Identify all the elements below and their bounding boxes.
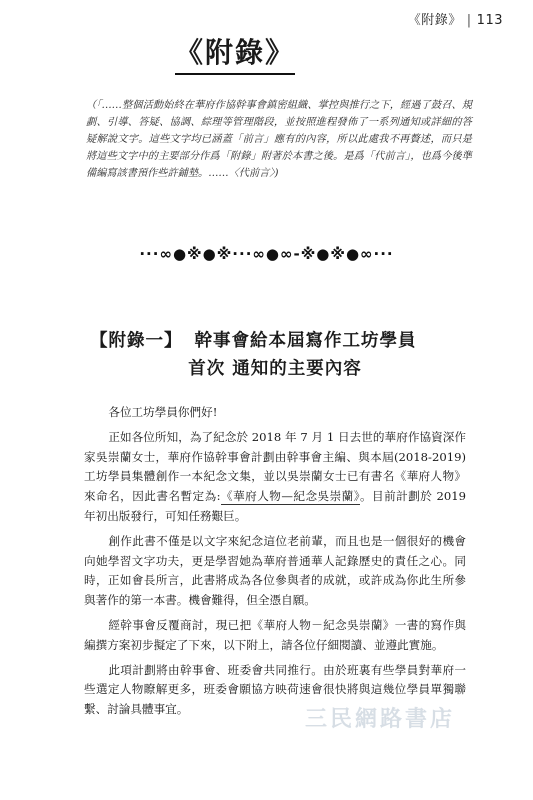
greeting: 各位工坊學員你們好! (108, 405, 218, 419)
section-tag: 【附錄一】 (90, 331, 183, 351)
ornament-divider: ···∞●※●※···∞●∞-※●※●∞··· (139, 245, 394, 263)
section-title-line1: 幹事會給本屆寫作工坊學員 (194, 331, 417, 351)
running-title: 《附錄》 (407, 13, 462, 28)
intro-quote: （「……整個活動始終在華府作協幹事會鎮密組織、掌控與推行之下，經過了鼓召、規劃、引導、答疑、協調、綜理等管理階段，並按照進程發佈了一系列通知或詳細的答疑解說文字。這些文字均已涵蓋「前言」應有的內容，所以此處我不再贅述，而只是將這些文字中的主要部分作爲「附錄」附著於本書之後。是爲「代前言」，也爲今後準備編寫該書預作些許鋪墊。……〈代前言〉) (86, 100, 472, 179)
appendix-title: 《附錄》 (175, 36, 295, 75)
header-separator: | (466, 13, 472, 28)
page-number: 113 (476, 13, 503, 28)
paragraph-4: 此項計劃將由幹事會、班委會共同推行。由於班裏有些學員對華府一些選定人物瞭解更多，班委會願協方映荷速會很快將與這幾位學員單獨聯繫、討論具體事宜。 (84, 662, 466, 717)
section-heading (90, 327, 420, 383)
paragraph-1-start: 正如各位所知，為了紀念於 2018 年 7 月 1 日去世的華府作協資深作家吳崇蘭女士，華府作協幹事會計劃由幹事會主編、與本屆(2018-2019)工坊學員集體創作一本紀念文集，並以吳崇蘭女士已有書名《華府人物》來命名，因此書名暫定為: (84, 429, 466, 504)
paragraph-2: 創作此書不僅是以文字來紀念這位老前輩，而且也是一個很好的機會向她學習文字功夫，更是學習她為華府普通華人記錄歷史的責任之心。同時，正如會長所言，此書將成為各位參與者的成就，或許成為你此生所參與著作的第一本書。機會難得，但全憑自願。 (84, 533, 466, 608)
paragraph-1 (84, 428, 466, 527)
book-title-underlined: 《華府人物—紀念吳崇蘭》 (220, 489, 360, 504)
section-title-line2: 首次 通知的主要內容 (188, 359, 362, 379)
running-header (408, 9, 503, 28)
body-text (84, 403, 466, 720)
watermark: 三民網路書店 (305, 707, 456, 732)
paragraph-1-end: 。目前計劃於 2019 年初出版發行，可知任務艱巨。 (84, 489, 466, 523)
paragraph-3: 經幹事會反覆商討，現已把《華府人物－紀念吳崇蘭》一書的寫作與編撰方案初步擬定了下來，以下附上，請各位仔細閱讀、並遵此實施。 (84, 617, 466, 652)
